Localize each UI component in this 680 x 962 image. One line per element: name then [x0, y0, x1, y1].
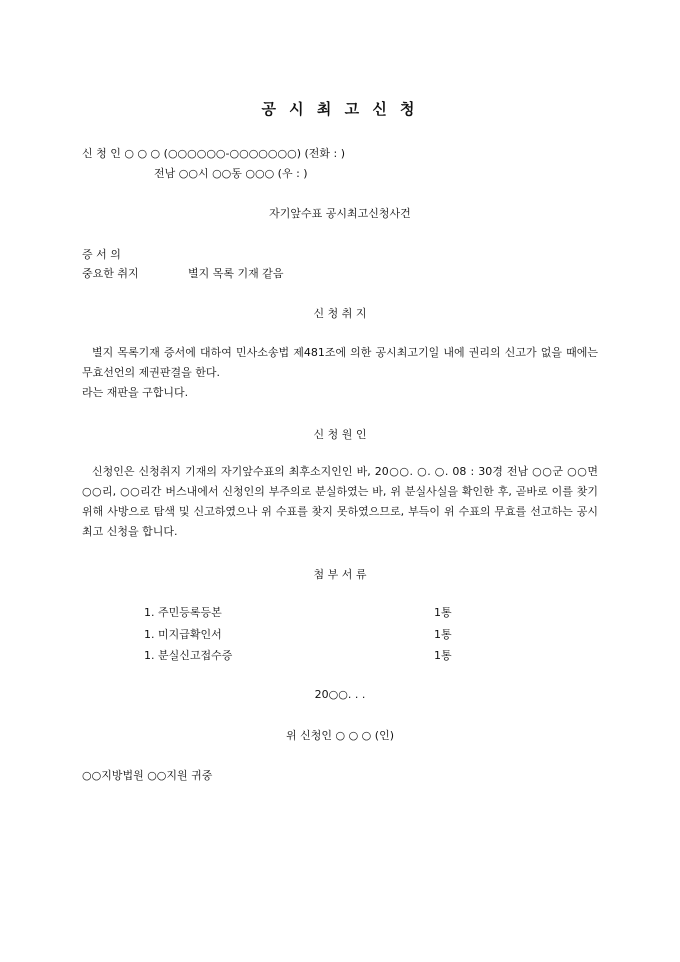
addressee: ○○지방법원 ○○지원 귀중	[82, 769, 213, 782]
attachments-heading: 첨 부 서 류	[313, 568, 367, 581]
reason-paragraph: 신청인은 신청취지 기재의 자기앞수표의 최후소지인인 바, 20○○. ○. ○. 08 : 30경 전남 ○○군 ○○면 ○○리, ○○리간 버스내에서 신청인의 부주의로 분실하였는 바, 위 분실사실을 확인한 후, 곧바로 이를 찾기 위해 사방으로 탐색 및 신고하였으나 위 수표를 찾지 못하였으므로, 부득이 위 수표의 무효를 선고하는 공시최고 신청을 합니다.	[82, 465, 598, 538]
reason-heading: 신 청 원 인	[313, 428, 367, 441]
signature-line: 위 신청인 ○ ○ ○ (인)	[286, 729, 394, 742]
purpose-paragraph: 별지 목록기재 증서에 대하여 민사소송법 제481조에 의한 공시최고기일 내에 권리의 신고가 없을 때에는 무효선언의 제권판결을 한다.	[82, 346, 598, 379]
certificate-label-2: 중요한 취지	[82, 267, 139, 280]
attachment-item-count: 1통	[434, 606, 452, 619]
document-title: 공 시 최 고 신 청	[261, 100, 419, 118]
case-name: 자기앞수표 공시최고신청사건	[269, 207, 411, 220]
applicant-line: 신 청 인 ○ ○ ○ (○○○○○○-○○○○○○○) (전화 : )	[82, 147, 346, 160]
certificate-value: 별지 목록 기재 같음	[188, 267, 284, 280]
purpose-heading: 신 청 취 지	[313, 307, 367, 320]
certificate-label-1: 증 서 의	[82, 248, 121, 261]
attachment-item-count: 1통	[434, 649, 452, 662]
attachment-item-count: 1통	[434, 628, 452, 641]
attachment-item-name: 1. 분실신고접수증	[144, 649, 233, 662]
document-date: 20○○. . .	[314, 688, 366, 701]
purpose-closing: 라는 재판을 구합니다.	[82, 386, 189, 399]
attachment-item-name: 1. 주민등록등본	[144, 606, 222, 619]
applicant-address: 전남 ○○시 ○○동 ○○○ (우 : )	[154, 167, 308, 180]
attachment-item-name: 1. 미지급확인서	[144, 628, 222, 641]
